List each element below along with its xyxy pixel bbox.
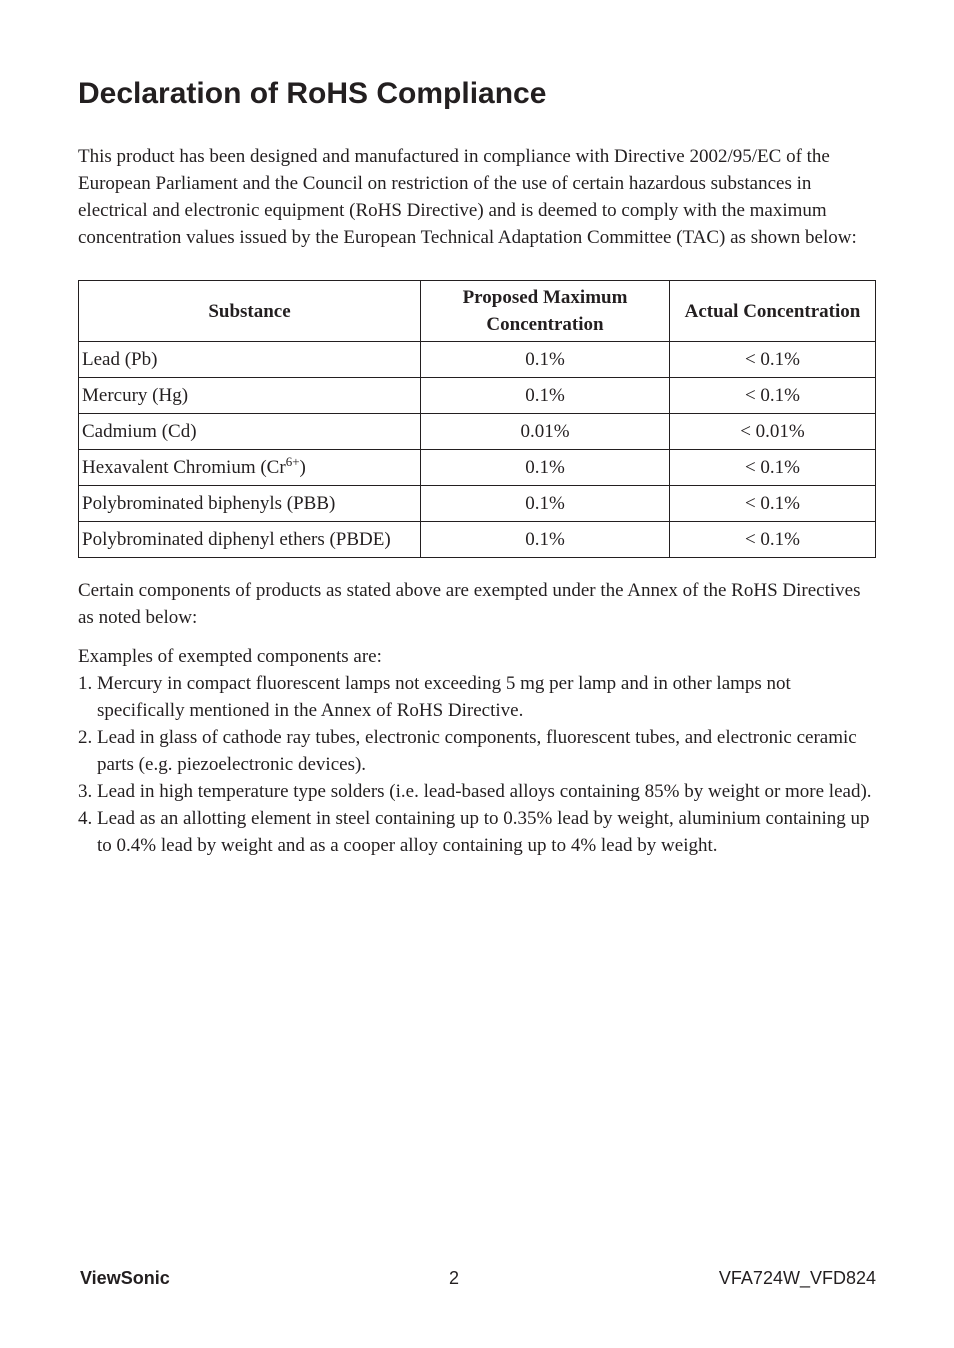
list-item-number: 1.	[78, 673, 93, 694]
actual-cell: < 0.1%	[670, 378, 876, 414]
header-actual: Actual Concentration	[670, 281, 876, 342]
footer-page-number: 2	[449, 1268, 460, 1288]
actual-cell: < 0.1%	[670, 522, 876, 558]
table-header-row	[79, 281, 876, 342]
table-row	[79, 342, 876, 378]
table-row	[79, 414, 876, 450]
list-item-text: Lead in glass of cathode ray tubes, electronic components, fluorescent tubes, and electronic ceramic parts (e.g. piezoelectronic devices).	[97, 727, 857, 775]
list-item-text: Mercury in compact fluorescent lamps not exceeding 5 mg per lamp and in other lamps not specifically mentioned in the Annex of RoHS Directive.	[97, 673, 791, 721]
substance-cell: Mercury (Hg)	[79, 378, 421, 414]
list-item-number: 4.	[78, 808, 93, 829]
substance-cell: Cadmium (Cd)	[79, 414, 421, 450]
examples-heading: Examples of exempted components are:	[78, 646, 382, 667]
footer-model-number: VFA724W_VFD824	[718, 1268, 876, 1288]
substance-text: Hexavalent Chromium (Cr	[82, 457, 286, 478]
actual-cell: < 0.01%	[670, 414, 876, 450]
proposed-cell: 0.1%	[421, 450, 670, 486]
table-row	[79, 450, 876, 486]
table-row	[79, 378, 876, 414]
exemption-note: Certain components of products as stated above are exempted under the Annex of the RoHS Directives as noted below:	[78, 580, 861, 628]
rohs-table	[78, 280, 876, 558]
substance-cell	[79, 450, 421, 486]
oxidation-state-superscript: 6+	[285, 454, 300, 469]
table-row	[79, 486, 876, 522]
list-item	[78, 778, 875, 805]
proposed-cell: 0.1%	[421, 342, 670, 378]
header-proposed-max	[421, 281, 670, 342]
header-proposed-line1: Proposed Maximum	[462, 287, 628, 308]
intro-paragraph: This product has been designed and manufactured in compliance with Directive 2002/95/EC of the European Parliament and the Council on restriction of the use of certain hazardous substances in electrical and electronic equipment (RoHS Directive) and is deemed to comply with the maximum concentration values issued by the European Technical Adaptation Committee (TAC) as shown below:	[78, 146, 857, 248]
actual-cell: < 0.1%	[670, 486, 876, 522]
proposed-cell: 0.1%	[421, 486, 670, 522]
proposed-cell: 0.1%	[421, 378, 670, 414]
proposed-cell: 0.1%	[421, 522, 670, 558]
list-item	[78, 724, 875, 778]
list-item-number: 2.	[78, 727, 93, 748]
actual-cell: < 0.1%	[670, 450, 876, 486]
list-item-text: Lead as an allotting element in steel containing up to 0.35% lead by weight, aluminium containing up to 0.4% lead by weight and as a cooper alloy containing up to 4% lead by weight.	[97, 808, 870, 856]
list-item	[78, 805, 875, 859]
header-substance: Substance	[79, 281, 421, 342]
exempted-components-list	[78, 670, 875, 859]
header-proposed-line2: Concentration	[486, 314, 604, 335]
substance-cell: Polybrominated diphenyl ethers (PBDE)	[79, 522, 421, 558]
substance-close-paren: )	[299, 457, 306, 478]
footer-brand: ViewSonic	[80, 1268, 170, 1288]
proposed-cell: 0.01%	[421, 414, 670, 450]
page-title: Declaration of RoHS Compliance	[78, 77, 547, 110]
table-row	[79, 522, 876, 558]
list-item-text: Lead in high temperature type solders (i.e. lead-based alloys containing 85% by weight or more lead).	[97, 781, 872, 802]
actual-cell: < 0.1%	[670, 342, 876, 378]
substance-cell: Polybrominated biphenyls (PBB)	[79, 486, 421, 522]
list-item-number: 3.	[78, 781, 93, 802]
list-item	[78, 670, 875, 724]
substance-cell: Lead (Pb)	[79, 342, 421, 378]
